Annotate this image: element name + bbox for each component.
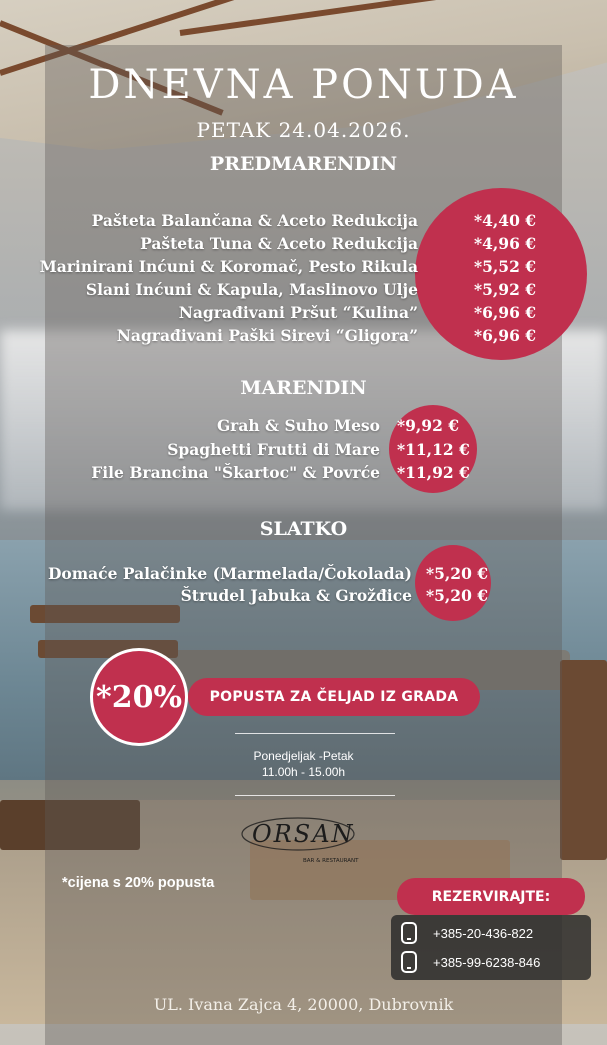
price-circle-slatko [415, 545, 491, 621]
phone-icon [401, 951, 417, 973]
menu-item-price: *5,92 € [474, 280, 537, 299]
menu-item-price: *4,40 € [474, 211, 537, 230]
menu-item-name: Štrudel Jabuka & Grožđice [180, 586, 412, 605]
restaurant-logo [238, 810, 368, 872]
address: UL. Ivana Zajca 4, 20000, Dubrovnik [153, 995, 454, 1014]
menu-item-name: Nagrađivani Paški Sirevi “Gligora” [116, 326, 418, 345]
menu-item-price: *5,20 € [426, 564, 489, 583]
section-title-marendin: MARENDIN [240, 377, 367, 399]
menu-item-name: Spaghetti Frutti di Mare [167, 439, 380, 459]
section-title-predmarendin: PREDMARENDIN [209, 153, 398, 175]
menu-item-name: Grah & Suho Meso [216, 416, 380, 435]
phone-number[interactable]: +385-99-6238-846 [433, 954, 541, 970]
menu-item-name: Pašteta Tuna & Aceto Redukcija [140, 234, 418, 253]
divider [235, 733, 395, 734]
phone-icon [401, 922, 417, 944]
phone-row[interactable] [391, 947, 591, 977]
promo-hours: 11.00h - 15.00h [261, 765, 346, 779]
price-footnote: *cijena s 20% popusta [62, 875, 215, 891]
menu-item-name: File Brancina "Škartoc" & Povrće [91, 463, 380, 482]
discount-badge: *20% [90, 648, 188, 746]
menu-item-price: *9,92 € [397, 416, 460, 435]
svg-text:ORSAN: ORSAN [252, 820, 355, 848]
menu-item-name: Slani Inćuni & Kapula, Maslinovo Ulje [85, 280, 418, 299]
menu-item-price: *5,52 € [474, 257, 537, 276]
phone-number[interactable]: +385-20-436-822 [433, 925, 534, 941]
menu-item-price: *4,96 € [474, 234, 537, 253]
menu-item-price: *6,96 € [474, 303, 537, 322]
menu-item-price: *11,92 € [397, 463, 470, 482]
reservation-label: REZERVIRAJTE: [397, 878, 585, 915]
menu-item-price: *6,96 € [474, 326, 537, 345]
menu-item-name: Domaće Palačinke (Marmelada/Čokolada) [47, 564, 412, 583]
menu-item-price: *11,12 € [397, 439, 470, 459]
menu-item-name: Marinirani Inćuni & Koromač, Pesto Rikula [39, 257, 418, 276]
svg-text:BAR & RESTAURANT: BAR & RESTAURANT [303, 858, 359, 864]
menu-item-name: Nagrađivani Pršut “Kulina” [178, 303, 418, 322]
discount-label: POPUSTA ZA ČELJAD IZ GRADA [188, 678, 480, 716]
divider [235, 795, 395, 796]
menu-item-price: *5,20 € [426, 586, 489, 605]
section-title-slatko: SLATKO [259, 518, 348, 540]
phone-row[interactable] [391, 918, 591, 948]
promo-days: Ponedjeljak -Petak [253, 749, 354, 763]
menu-item-name: Pašteta Balančana & Aceto Redukcija [91, 211, 418, 230]
menu-date: PETAK 24.04.2026. [196, 118, 411, 142]
logo-signature-icon [238, 810, 368, 872]
page-title: DNEVNA PONUDA [88, 62, 519, 108]
phone-list [391, 915, 591, 980]
